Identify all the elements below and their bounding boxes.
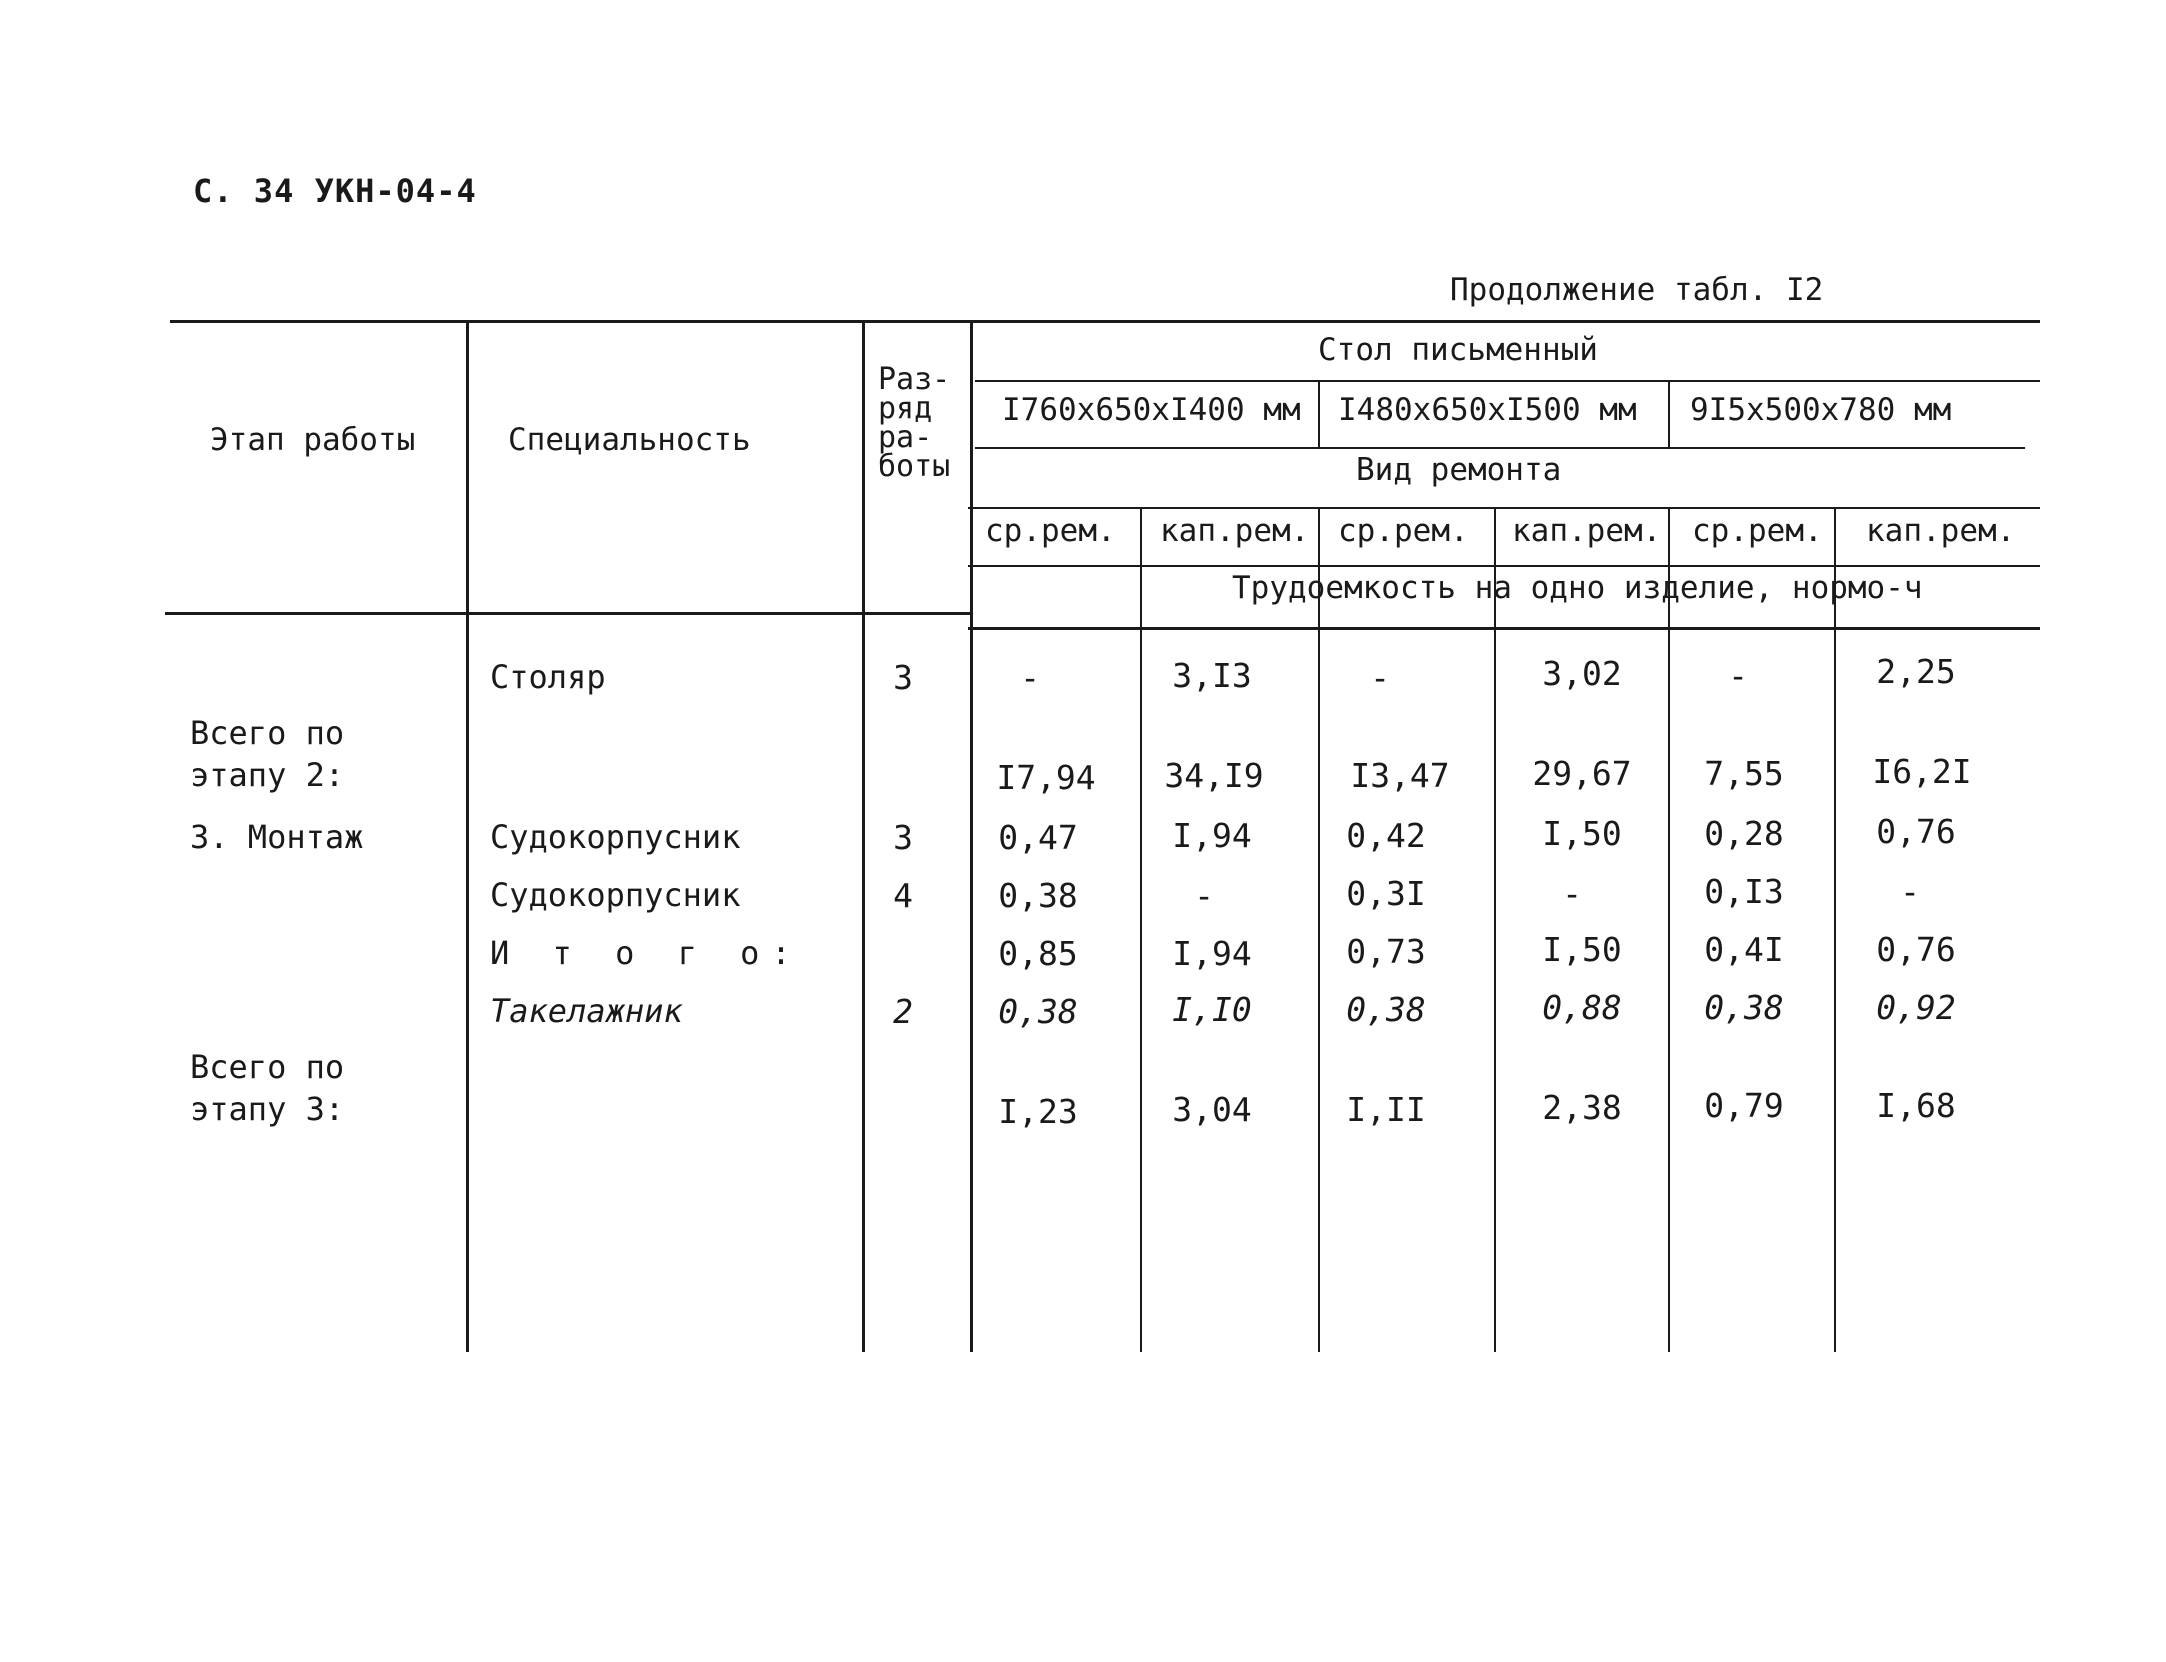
table-cell: 0,47 bbox=[998, 818, 1078, 857]
header-rule-product bbox=[975, 380, 2040, 382]
table-cell: - bbox=[1194, 876, 1214, 915]
row-rank: 3 bbox=[893, 658, 913, 697]
row-rank: 4 bbox=[893, 876, 913, 915]
col-divider-specialty bbox=[862, 322, 865, 1352]
table-cell: 3,I3 bbox=[1172, 656, 1252, 695]
table-caption: Продолжение табл. I2 bbox=[1450, 272, 1824, 308]
table-cell: I,50 bbox=[1542, 930, 1622, 969]
table-cell: I,II bbox=[1346, 1090, 1426, 1129]
table-cell: 0,73 bbox=[1346, 932, 1426, 971]
table-cell: - bbox=[1900, 872, 1920, 911]
header-rank-line: боты bbox=[878, 449, 951, 484]
table-cell: - bbox=[1562, 874, 1582, 913]
table-cell: 29,67 bbox=[1532, 754, 1632, 793]
row-specialty: Судокорпусник bbox=[490, 876, 741, 914]
table-cell: 0,38 bbox=[998, 992, 1078, 1031]
header-rank-line: ряд bbox=[878, 391, 933, 426]
col-divider-size-2 bbox=[1668, 382, 1670, 447]
table-cell: - bbox=[1020, 658, 1040, 697]
row-stage-line: Всего по bbox=[190, 1048, 345, 1086]
row-specialty: Судокорпусник bbox=[490, 818, 741, 856]
header-size-2: I480x650xI500 мм bbox=[1338, 392, 1637, 428]
row-stage-line: Всего по bbox=[190, 714, 345, 752]
header-repair-kind: ср.рем. bbox=[985, 513, 1116, 549]
table-cell: I,I0 bbox=[1172, 990, 1252, 1029]
header-specialty: Специальность bbox=[508, 422, 751, 458]
table-cell: 0,28 bbox=[1704, 814, 1784, 853]
row-stage-total bbox=[190, 712, 344, 796]
table-cell: 0,38 bbox=[1704, 988, 1784, 1027]
header-repair-kind: ср.рем. bbox=[1338, 513, 1469, 549]
col-divider-2 bbox=[1318, 507, 1320, 1352]
table-cell: 3,02 bbox=[1542, 654, 1622, 693]
header-bottom-rule-right bbox=[968, 627, 2040, 630]
table-cell: I,68 bbox=[1876, 1086, 1956, 1125]
table-cell: 0,88 bbox=[1542, 988, 1622, 1027]
table-cell: 0,I3 bbox=[1704, 872, 1784, 911]
header-rule-sizes bbox=[975, 447, 2025, 449]
header-rule-repair bbox=[968, 507, 2040, 509]
header-repair-kind: ср.рем. bbox=[1692, 513, 1823, 549]
table-cell: 7,55 bbox=[1704, 754, 1784, 793]
row-rank: 3 bbox=[893, 818, 913, 857]
header-size-1: I760x650xI400 мм bbox=[1002, 392, 1301, 428]
table-cell: 3,04 bbox=[1172, 1090, 1252, 1129]
row-rank: 2 bbox=[893, 992, 913, 1031]
table-cell: 34,I9 bbox=[1164, 756, 1264, 795]
row-subtotal-label: И т о г о: bbox=[490, 934, 803, 972]
table-cell: I,23 bbox=[998, 1092, 1078, 1131]
page-header: С. 34 УКН-04-4 bbox=[193, 172, 477, 210]
table-cell: 0,4I bbox=[1704, 930, 1784, 969]
table-cell: 0,85 bbox=[998, 934, 1078, 973]
table-cell: I6,2I bbox=[1872, 752, 1972, 791]
table-cell: 0,3I bbox=[1346, 874, 1426, 913]
row-stage-total bbox=[190, 1046, 344, 1130]
header-rank bbox=[878, 362, 951, 484]
header-product: Стол письменный bbox=[1318, 332, 1598, 368]
table-cell: I,94 bbox=[1172, 816, 1252, 855]
row-stage-line: этапу 3: bbox=[190, 1090, 345, 1128]
table-top-rule bbox=[170, 320, 2040, 323]
col-divider-4 bbox=[1668, 507, 1670, 1352]
col-divider-stage bbox=[466, 322, 469, 1352]
row-specialty: Такелажник bbox=[490, 992, 683, 1030]
table-cell: 2,25 bbox=[1876, 652, 1956, 691]
table-cell: 0,42 bbox=[1346, 816, 1426, 855]
header-bottom-rule bbox=[165, 612, 970, 615]
table-cell: I7,94 bbox=[996, 758, 1096, 797]
header-rank-line: ра- bbox=[878, 420, 933, 455]
col-divider-5 bbox=[1834, 507, 1836, 1352]
header-stage: Этап работы bbox=[210, 422, 416, 458]
table-cell: 0,76 bbox=[1876, 812, 1956, 851]
table-cell: - bbox=[1370, 658, 1390, 697]
table-cell: I,50 bbox=[1542, 814, 1622, 853]
table-cell: 0,76 bbox=[1876, 930, 1956, 969]
table-cell: 2,38 bbox=[1542, 1088, 1622, 1127]
col-divider-1 bbox=[1140, 507, 1142, 1352]
header-repair-kind: кап.рем. bbox=[1160, 513, 1310, 549]
col-divider-size-1 bbox=[1318, 382, 1320, 447]
row-stage-line: этапу 2: bbox=[190, 756, 345, 794]
col-divider-rank bbox=[970, 322, 973, 1352]
header-size-3: 9I5x500x780 мм bbox=[1690, 392, 1952, 428]
table-cell: I3,47 bbox=[1350, 756, 1450, 795]
table-cell: 0,38 bbox=[1346, 990, 1426, 1029]
header-rank-line: Раз- bbox=[878, 362, 951, 397]
table-cell: 0,79 bbox=[1704, 1086, 1784, 1125]
table-cell: 0,92 bbox=[1876, 988, 1956, 1027]
table-cell: I,94 bbox=[1172, 934, 1252, 973]
header-rule-kinds bbox=[968, 565, 2040, 567]
header-repair-type: Вид ремонта bbox=[1356, 452, 1562, 488]
col-divider-3 bbox=[1494, 507, 1496, 1352]
header-labor: Трудоемкость на одно изделие, нормо-ч bbox=[1232, 570, 1923, 606]
header-repair-kind: кап.рем. bbox=[1512, 513, 1662, 549]
header-repair-kind: кап.рем. bbox=[1866, 513, 2016, 549]
table-cell: - bbox=[1728, 656, 1748, 695]
table-cell: 0,38 bbox=[998, 876, 1078, 915]
row-stage: 3. Монтаж bbox=[190, 818, 364, 856]
row-specialty: Столяр bbox=[490, 658, 606, 696]
